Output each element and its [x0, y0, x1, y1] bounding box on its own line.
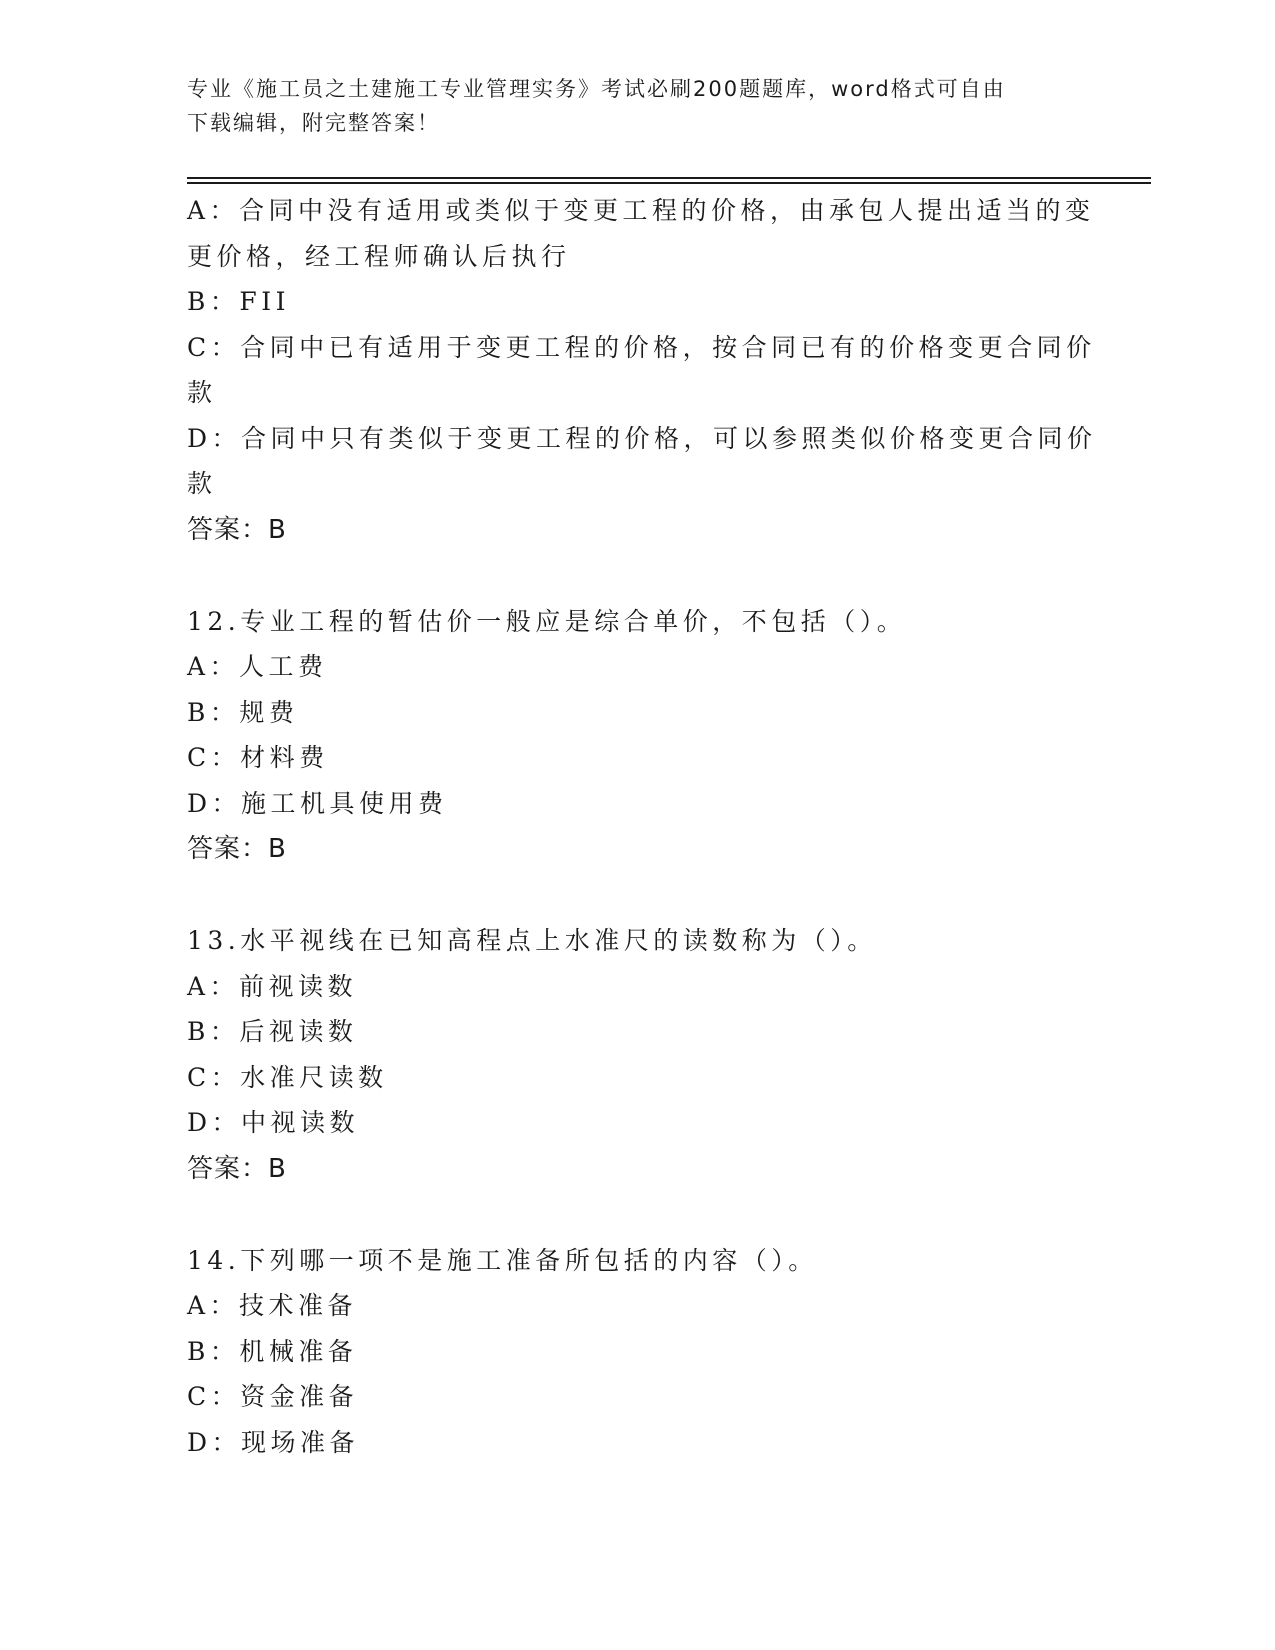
q12-option-b: B：规费: [187, 697, 299, 727]
q13-stem: 13.水平视线在已知高程点上水准尺的读数称为（）。: [187, 926, 877, 955]
q13-option-d: D：中视读数: [187, 1108, 360, 1137]
header-rule-top: [187, 177, 1151, 179]
q12-option-a: A：人工费: [187, 652, 328, 681]
question-14: [187, 1238, 1087, 1466]
header-rule-bottom: [187, 182, 1151, 184]
q13-option-b: B：后视读数: [187, 1017, 358, 1046]
q14-option-d: D：现场准备: [187, 1427, 360, 1457]
question-12: [187, 599, 1087, 873]
q11-option-a-line-2: 更价格，经工程师确认后执行: [187, 241, 571, 271]
q14-option-b: B：机械准备: [187, 1336, 358, 1366]
question-11: [187, 188, 1097, 553]
q11-option-c-line-1: C：合同中已有适用于变更工程的价格，按合同已有的价格变更合同价: [187, 332, 1096, 362]
q12-answer: 答案：B: [187, 834, 287, 864]
q11-answer: 答案：B: [187, 514, 287, 545]
q12-stem: 12.专业工程的暂估价一般应是综合单价，不包括（）。: [187, 606, 907, 636]
q11-option-c-line-2: 款: [187, 378, 217, 407]
spacer: [187, 1192, 1087, 1238]
question-body: [187, 188, 1097, 1465]
header-line-2: 下载编辑，附完整答案！: [187, 111, 440, 135]
q14-option-c: C：资金准备: [187, 1382, 359, 1411]
q14-stem: 14.下列哪一项不是施工准备所包括的内容（）。: [187, 1245, 818, 1275]
spacer: [187, 872, 1087, 918]
question-13: [187, 918, 1087, 1192]
q12-option-c: C：材料费: [187, 743, 329, 772]
document-header: [187, 72, 1067, 140]
q13-option-c: C：水准尺读数: [187, 1062, 388, 1092]
q11-option-d-line-2: 款: [187, 469, 217, 498]
q11-option-d-line-1: D：合同中只有类似于变更工程的价格，可以参照类似价格变更合同价: [187, 423, 1097, 453]
q13-option-a: A：前视读数: [187, 971, 358, 1001]
spacer: [187, 553, 1087, 599]
q11-option-a-line-1: A：合同中没有适用或类似于变更工程的价格，由承包人提出适当的变: [187, 196, 1095, 225]
q14-option-a: A：技术准备: [187, 1291, 358, 1320]
header-line-1: 专业《施工员之土建施工专业管理实务》考试必刷200题题库，word格式可自由: [187, 77, 1006, 101]
q11-option-b: B：FII: [187, 287, 290, 316]
q12-option-d: D：施工机具使用费: [187, 788, 448, 818]
q13-answer: 答案：B: [187, 1153, 287, 1184]
